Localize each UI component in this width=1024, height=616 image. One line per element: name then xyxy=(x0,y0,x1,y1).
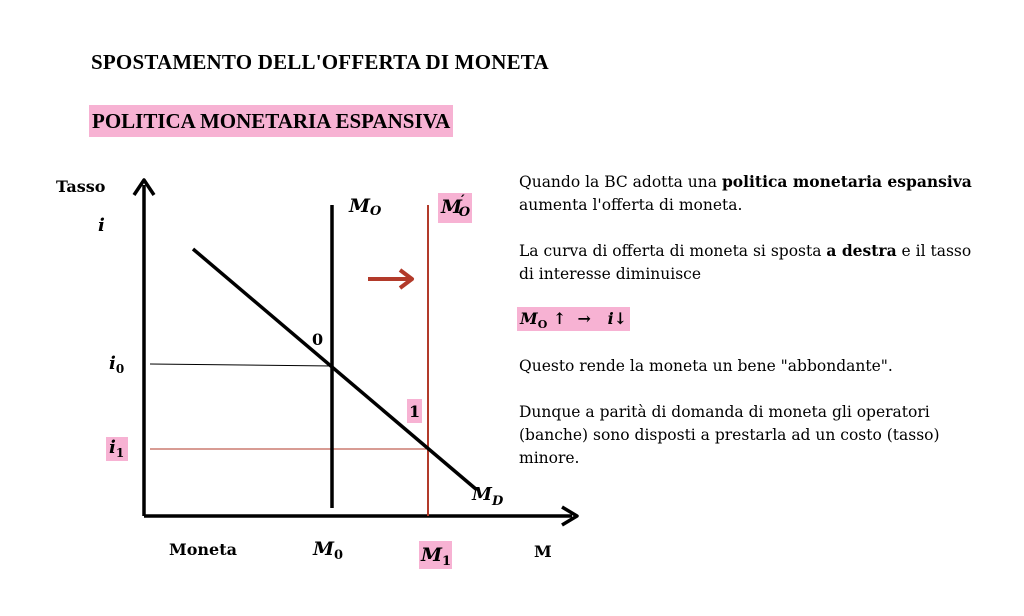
paragraph-policy: Quando la BC adotta una politica monetaria espansiva aumenta l'offerta di moneta. xyxy=(519,172,972,214)
y-axis-symbol: i xyxy=(98,215,105,236)
section-subtitle: POLITICA MONETARIA ESPANSIVA xyxy=(89,105,453,137)
y-axis-label: Tasso xyxy=(56,177,106,196)
initial-rate-label: $i_0$ xyxy=(109,353,125,376)
initial-equilibrium-label: 0 xyxy=(312,330,324,349)
demand-curve-label: $M_D$ xyxy=(472,484,504,509)
initial-quantity-label: $M_0$ xyxy=(313,538,344,563)
x-axis-label: Moneta xyxy=(169,540,237,559)
new-equilibrium-label: 1 xyxy=(409,402,421,421)
money-demand-curve xyxy=(193,249,477,490)
paragraph-conclusion: Dunque a parità di domanda di moneta gli operatori (banche) sono disposti a prestarla ad un costo (tasso) minore. xyxy=(519,403,940,467)
paragraph-abundant: Questo rende la moneta un bene "abbondante". xyxy=(519,357,893,375)
new-rate-label: $i_1$ xyxy=(109,437,125,460)
initial-rate-guide-line xyxy=(150,364,333,366)
initial-supply-label: MO xyxy=(349,195,382,219)
paragraph-shift: La curva di offerta di moneta si sposta a destra e il tasso di interesse diminuisce xyxy=(519,241,972,283)
page-title: SPOSTAMENTO DELL'OFFERTA DI MONETA xyxy=(91,50,549,74)
formula-supply-up-rate-down: $M_O$ ↑ → i↓ xyxy=(517,307,630,331)
new-quantity-label: $M_1$ xyxy=(421,544,452,569)
shifted-supply-label: M′ O xyxy=(441,193,471,220)
x-axis-symbol: M xyxy=(534,542,552,561)
